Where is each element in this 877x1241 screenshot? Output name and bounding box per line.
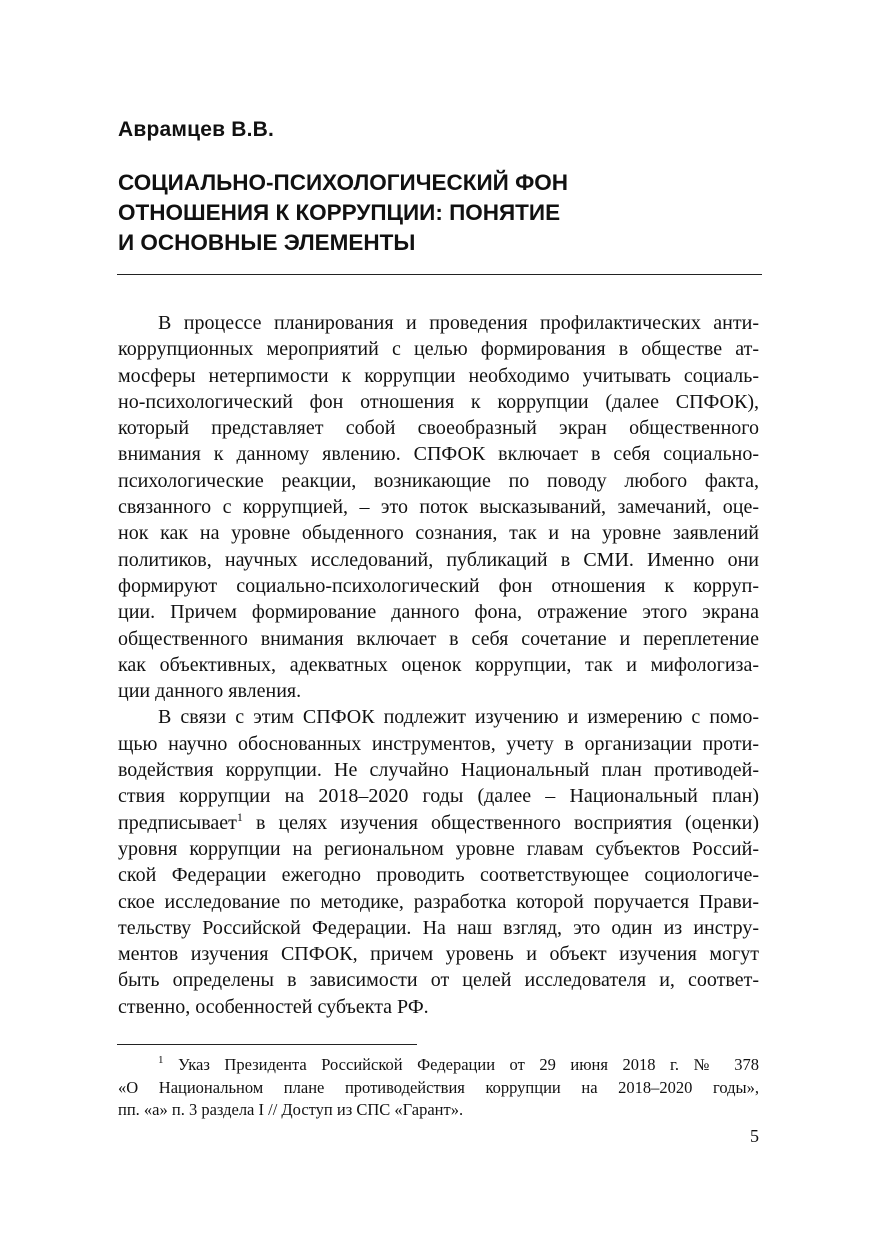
text-line: коррупционных мероприятий с целью формирования в обществе ат- — [118, 338, 759, 361]
footnote-line — [118, 1054, 759, 1077]
text-line: внимания к данному явлению. СПФОК включает в себя социально- — [118, 443, 759, 466]
footnote-line: пп. «а» п. 3 раздела I // Доступ из СПС «Гарант». — [118, 1100, 464, 1119]
title-line: СОЦИАЛЬНО-ПСИХОЛОГИЧЕСКИЙ ФОН — [118, 170, 569, 195]
footnote — [118, 1054, 759, 1122]
text-line: ской Федерации ежегодно проводить соответствующее социологиче- — [118, 864, 759, 887]
text-line: ции. Причем формирование данного фона, отражение этого экрана — [118, 601, 759, 624]
footnote-marker: 1 — [158, 1054, 164, 1066]
text-line: ствия коррупции на 2018–2020 годы (далее – Национальный план) — [118, 785, 759, 808]
footnote-text: Указ Президента Российской Федерации от 29 июня 2018 г. № 378 — [163, 1055, 759, 1074]
text-line: ское исследование по методике, разработка которой поручается Прави- — [118, 890, 759, 913]
author-name: Аврамцев В.В. — [118, 118, 275, 141]
text-line: ментов изучения СПФОК, причем уровень и объект изучения могут — [118, 943, 759, 966]
footnote-divider — [117, 1044, 417, 1045]
footnote-reference[interactable]: 1 — [236, 809, 243, 824]
text-line: тельству Российской Федерации. На наш взгляд, это один из инстру- — [118, 916, 759, 939]
text-line: который представляет собой своеобразный экран общественного — [118, 417, 759, 440]
text-line: общественного внимания включает в себя сочетание и переплетение — [118, 627, 759, 650]
text-line: мосферы нетерпимости к коррупции необходимо учитывать социаль- — [118, 364, 759, 387]
text-line: связанного с коррупцией, – это поток высказываний, замечаний, оце- — [118, 496, 759, 519]
text-line-with-footnote — [118, 810, 759, 836]
text-line: формируют социально-психологический фон отношения к корруп- — [118, 574, 759, 597]
text-line: психологические реакции, возникающие по поводу любого факта, — [118, 469, 759, 492]
article-body — [118, 310, 759, 1020]
text-line: щью научно обоснованных инструментов, учету в организации проти- — [118, 732, 759, 755]
text-line: ции данного явления. — [118, 680, 302, 703]
paragraph-2 — [118, 704, 759, 1020]
title-line: И ОСНОВНЫЕ ЭЛЕМЕНТЫ — [118, 230, 416, 255]
text-line: водействия коррупции. Не случайно Национальный план противодей- — [118, 759, 759, 782]
text-line: быть определены в зависимости от целей исследователя и, соответ- — [118, 969, 759, 992]
text-line: как объективных, адекватных оценок коррупции, так и мифологиза- — [118, 653, 759, 676]
text-line: уровня коррупции на региональном уровне главам субъектов Россий- — [118, 837, 759, 860]
article-title — [118, 168, 758, 258]
title-line: ОТНОШЕНИЯ К КОРРУПЦИИ: ПОНЯТИЕ — [118, 200, 561, 225]
text-line: политиков, научных исследований, публикаций в СМИ. Именно они — [118, 548, 759, 571]
paragraph-1 — [118, 310, 759, 704]
text-line: ственно, особенностей субъекта РФ. — [118, 995, 429, 1018]
footnote-line: «О Национальном плане противодействия коррупции на 2018–2020 годы», — [118, 1077, 759, 1097]
text-line: В связи с этим СПФОК подлежит изучению и измерению с помо- — [158, 706, 759, 729]
text-line: В процессе планирования и проведения профилактических анти- — [158, 312, 759, 334]
footnote-anchor-word: предписывает — [118, 811, 237, 834]
text-line: нок как на уровне обыденного сознания, так и на уровне заявлений — [118, 522, 759, 545]
text-line: но-психологический фон отношения к коррупции (далее СПФОК), — [118, 390, 759, 413]
title-divider — [117, 274, 762, 275]
page-number: 5 — [750, 1126, 759, 1146]
text-fragment: в целях изучения общественного восприятия (оценки) — [242, 811, 759, 834]
